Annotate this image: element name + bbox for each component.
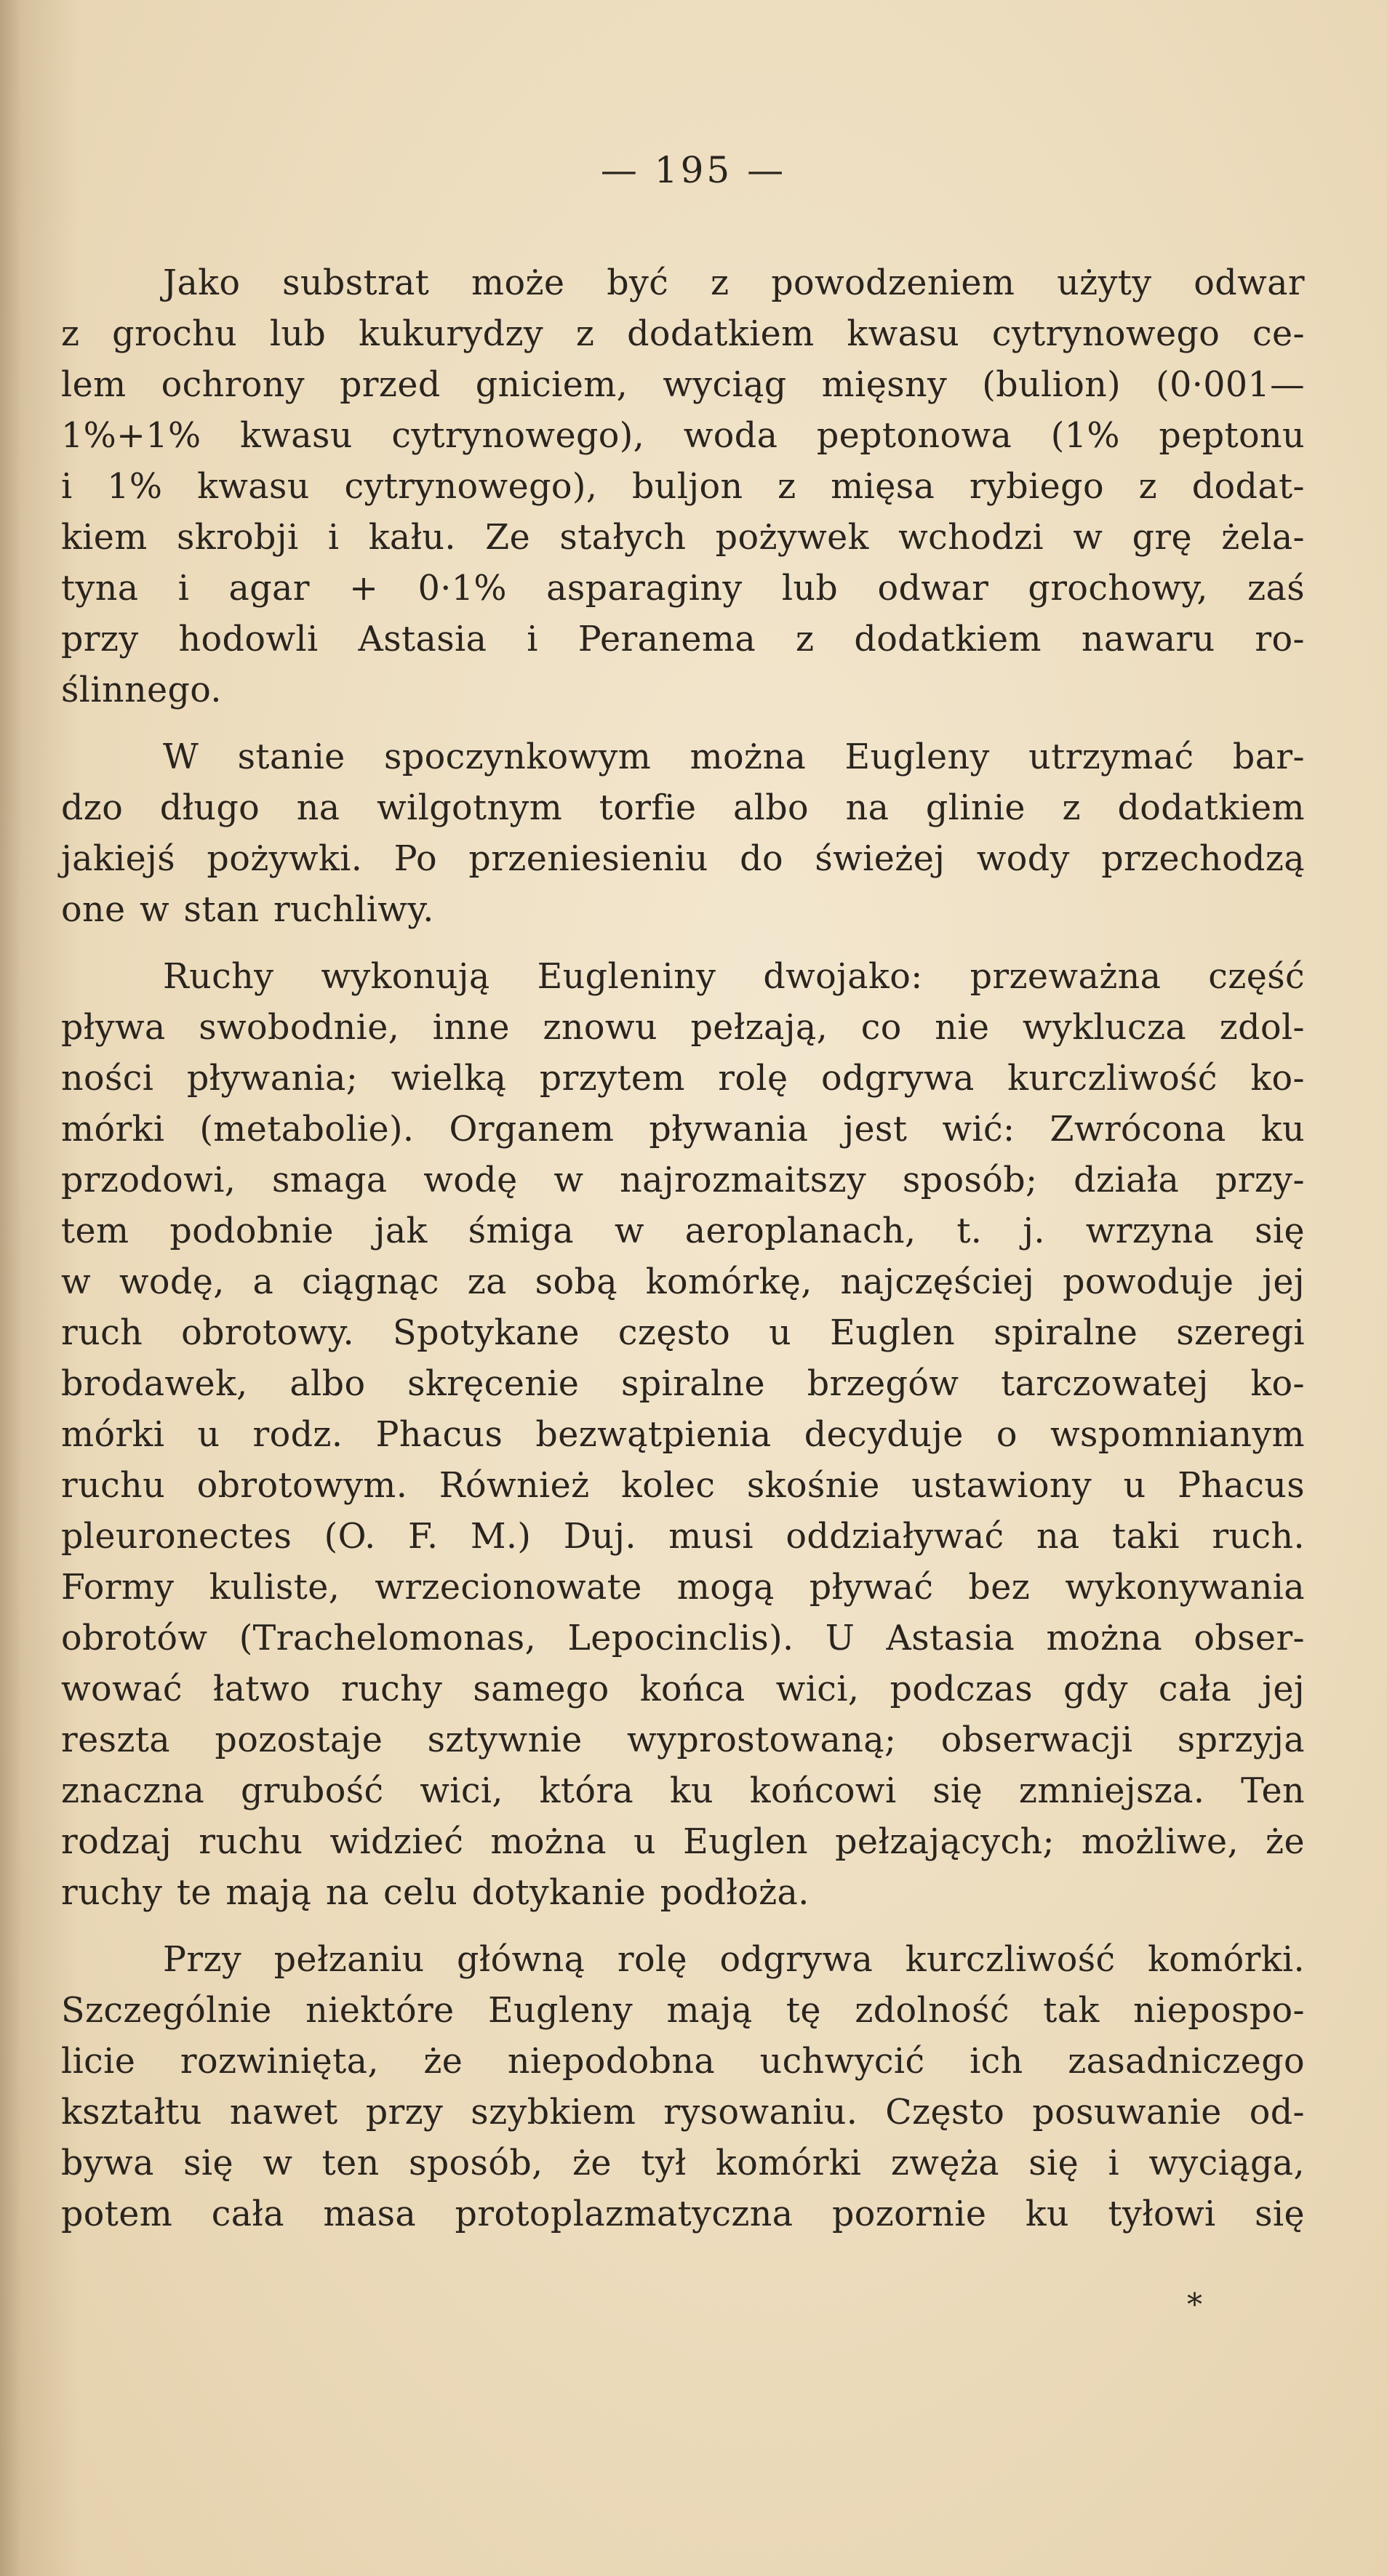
text-line: ruch obrotowy. Spotykane często u Euglen spiralne szeregi <box>61 1313 1305 1353</box>
paragraph-movement <box>61 952 1305 1919</box>
text-line: w wodę, a ciągnąc za sobą komórkę, najczęściej powoduje jej <box>61 1262 1305 1302</box>
text-line: mórki u rodz. Phacus bezwątpienia decyduje o wspomnianym <box>61 1415 1305 1455</box>
text-line: Jako substrat może być z powodzeniem użyty odwar <box>163 263 1305 303</box>
text-line: reszta pozostaje sztywnie wyprostowaną; obserwacji sprzyja <box>61 1720 1305 1760</box>
text-line: kiem skrobji i kału. Ze stałych pożywek wchodzi w grę żela- <box>61 518 1305 558</box>
text-line: potem cała masa protoplazmatyczna pozornie ku tyłowi się <box>61 2194 1305 2234</box>
text-line: ruchu obrotowym. Również kolec skośnie ustawiony u Phacus <box>61 1466 1305 1506</box>
text-line: pleuronectes (O. F. M.) Duj. musi oddziaływać na taki ruch. <box>61 1517 1305 1557</box>
text-line: Formy kuliste, wrzecionowate mogą pływać bez wykonywania <box>61 1568 1305 1608</box>
paragraph-substrate <box>61 258 1305 716</box>
paragraph-resting-state <box>61 732 1305 936</box>
paragraph-gap <box>61 716 1305 732</box>
text-line: przy hodowli Astasia i Peranema z dodatkiem nawaru ro- <box>61 619 1305 659</box>
text-line: mórki (metabolie). Organem pływania jest wić: Zwrócona ku <box>61 1110 1305 1149</box>
text-line: lem ochrony przed gniciem, wyciąg mięsny (bulion) (0·001— <box>61 365 1305 405</box>
text-line: tem podobnie jak śmiga w aeroplanach, t. j. wrzyna się <box>61 1211 1305 1251</box>
text-line: 1%+1% kwasu cytrynowego), woda peptonowa (1% peptonu <box>61 416 1305 456</box>
text-line: brodawek, albo skręcenie spiralne brzegów tarczowatej ko- <box>61 1364 1305 1404</box>
text-line: Przy pełzaniu główną rolę odgrywa kurczliwość komórki. <box>163 1940 1305 1980</box>
text-line: z grochu lub kukurydzy z dodatkiem kwasu cytrynowego ce- <box>61 314 1305 354</box>
text-line: pływa swobodnie, inne znowu pełzają, co nie wyklucza zdol- <box>61 1008 1305 1048</box>
text-line: bywa się w ten sposób, że tył komórki zwęża się i wyciąga, <box>61 2143 1305 2183</box>
text-line: ślinnego. <box>61 670 222 710</box>
text-line: i 1% kwasu cytrynowego), buljon z mięsa rybiego z dodat- <box>61 467 1305 507</box>
text-line: wować łatwo ruchy samego końca wici, podczas gdy cała jej <box>61 1669 1305 1709</box>
body-text <box>61 258 1305 2240</box>
paragraph-crawling <box>61 1935 1305 2240</box>
text-line: ności pływania; wielką przytem rolę odgrywa kurczliwość ko- <box>61 1059 1305 1099</box>
paragraph-gap <box>61 1919 1305 1935</box>
text-line: W stanie spoczynkowym można Eugleny utrzymać bar- <box>163 737 1305 777</box>
text-line: licie rozwinięta, że niepodobna uchwycić ich zasadniczego <box>61 2042 1305 2082</box>
text-line: ruchy te mają na celu dotykanie podłoża. <box>61 1873 810 1913</box>
signature-mark: * <box>1187 2287 1202 2322</box>
text-line: przodowi, smaga wodę w najrozmaitszy sposób; działa przy- <box>61 1160 1305 1200</box>
text-line: tyna i agar + 0·1% asparaginy lub odwar grochowy, zaś <box>61 569 1305 609</box>
text-line: one w stan ruchliwy. <box>61 890 434 930</box>
page-number: — 195 — <box>600 149 787 191</box>
text-line: rodzaj ruchu widzieć można u Euglen pełzających; możliwe, że <box>61 1822 1305 1862</box>
text-line: kształtu nawet przy szybkiem rysowaniu. Często posuwanie od- <box>61 2093 1305 2132</box>
text-line: Szczególnie niektóre Eugleny mają tę zdolność tak niepospo- <box>61 1991 1305 2031</box>
text-line: obrotów (Trachelomonas, Lepocinclis). U Astasia można obser- <box>61 1618 1305 1658</box>
paragraph-gap <box>61 936 1305 952</box>
text-line: znaczna grubość wici, która ku końcowi się zmniejsza. Ten <box>61 1771 1305 1811</box>
text-line: dzo długo na wilgotnym torfie albo na glinie z dodatkiem <box>61 788 1305 828</box>
text-line: jakiejś pożywki. Po przeniesieniu do świeżej wody przechodzą <box>61 839 1305 879</box>
text-line: Ruchy wykonują Eugleniny dwojako: przeważna część <box>163 957 1305 997</box>
